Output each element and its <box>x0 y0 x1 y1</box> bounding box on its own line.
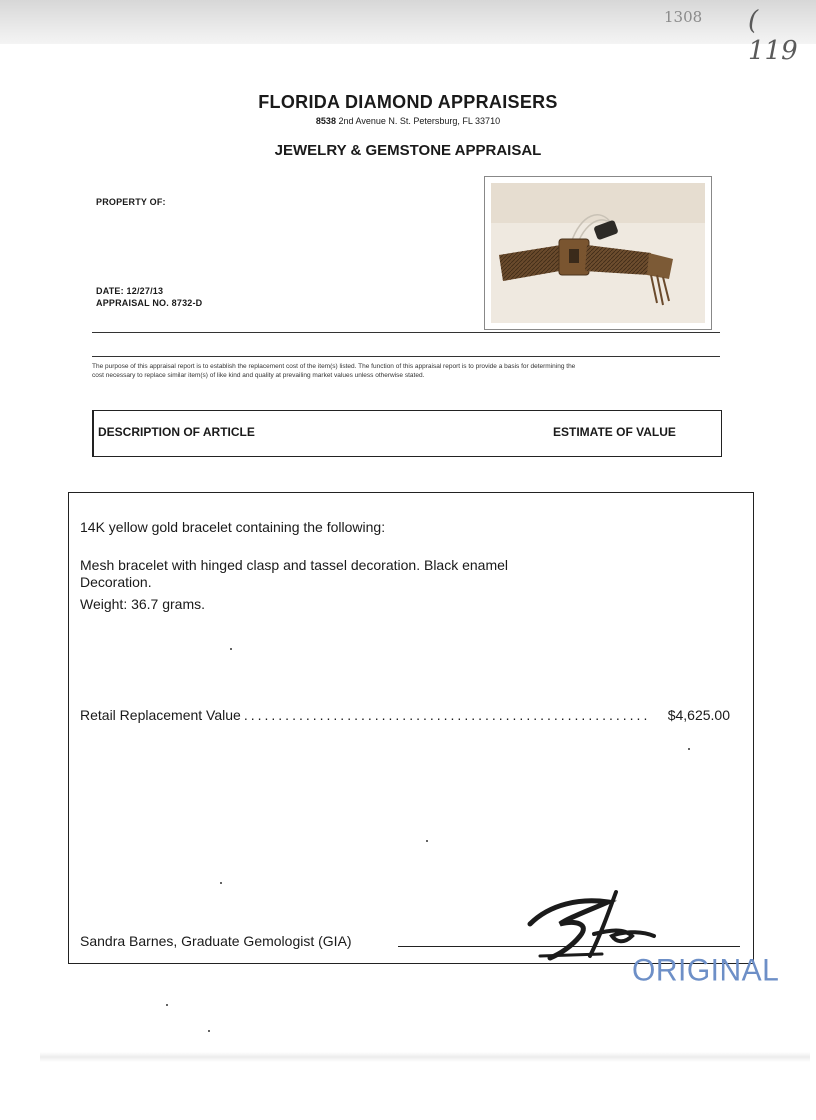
description-column-label: DESCRIPTION OF ARTICLE <box>98 425 255 439</box>
scan-speck <box>688 748 690 750</box>
article-weight: Weight: 36.7 grams. <box>80 596 206 612</box>
leader-dots: ........................................................... <box>243 707 651 723</box>
appraisal-number-label: APPRAISAL NO. <box>96 298 169 308</box>
scan-speck <box>426 840 428 842</box>
retail-value-label: Retail Replacement Value <box>80 707 241 723</box>
appraiser-name: Sandra Barnes, Graduate Gemologist (GIA) <box>80 933 352 949</box>
handwritten-signature-icon <box>520 884 670 964</box>
separator-line <box>92 356 720 357</box>
appraisal-number-value: 8732-D <box>171 298 203 308</box>
appraisal-number-line <box>96 298 202 308</box>
scan-speck <box>208 1030 210 1032</box>
item-photo <box>484 176 712 330</box>
property-of-label: PROPERTY OF: <box>96 197 166 207</box>
original-stamp: ORIGINAL <box>632 953 780 988</box>
date-label: DATE: <box>96 286 124 296</box>
address-rest: 2nd Avenue N. St. Petersburg, FL 33710 <box>338 116 501 126</box>
date-value: 12/27/13 <box>126 286 164 296</box>
scan-speck <box>166 1004 168 1006</box>
document-title: JEWELRY & GEMSTONE APPRAISAL <box>274 142 542 159</box>
retail-value-amount: $4,625.00 <box>667 707 730 723</box>
disclaimer-text <box>92 362 722 380</box>
date-line <box>96 286 163 296</box>
scan-speck <box>230 648 232 650</box>
company-name: FLORIDA DIAMOND APPRAISERS <box>258 92 558 112</box>
estimate-column-label: ESTIMATE OF VALUE <box>553 425 676 439</box>
disclaimer-line-1: The purpose of this appraisal report is to establish the replacement cost of the item(s) listed. The function of this appraisal report is to provide a basis for determining the <box>92 363 576 370</box>
article-intro: 14K yellow gold bracelet containing the following: <box>80 519 386 535</box>
page-number-handwritten: ( 119 <box>748 6 798 66</box>
scan-speck <box>220 882 222 884</box>
disclaimer-line-2: cost necessary to replace similar item(s) of like kind and quality at prevailing market values unless otherwise stated. <box>92 372 425 379</box>
retail-value-row <box>80 707 730 723</box>
separator-line <box>92 332 720 333</box>
page-number-faint: 1308 <box>664 8 703 26</box>
company-address <box>0 116 816 126</box>
scan-bottom-shadow <box>40 1052 810 1062</box>
article-line-2: Decoration. <box>80 574 152 590</box>
article-line-1: Mesh bracelet with hinged clasp and tassel decoration. Black enamel <box>80 557 509 573</box>
address-number: 8538 <box>315 116 336 126</box>
bracelet-photo-icon <box>491 183 705 323</box>
